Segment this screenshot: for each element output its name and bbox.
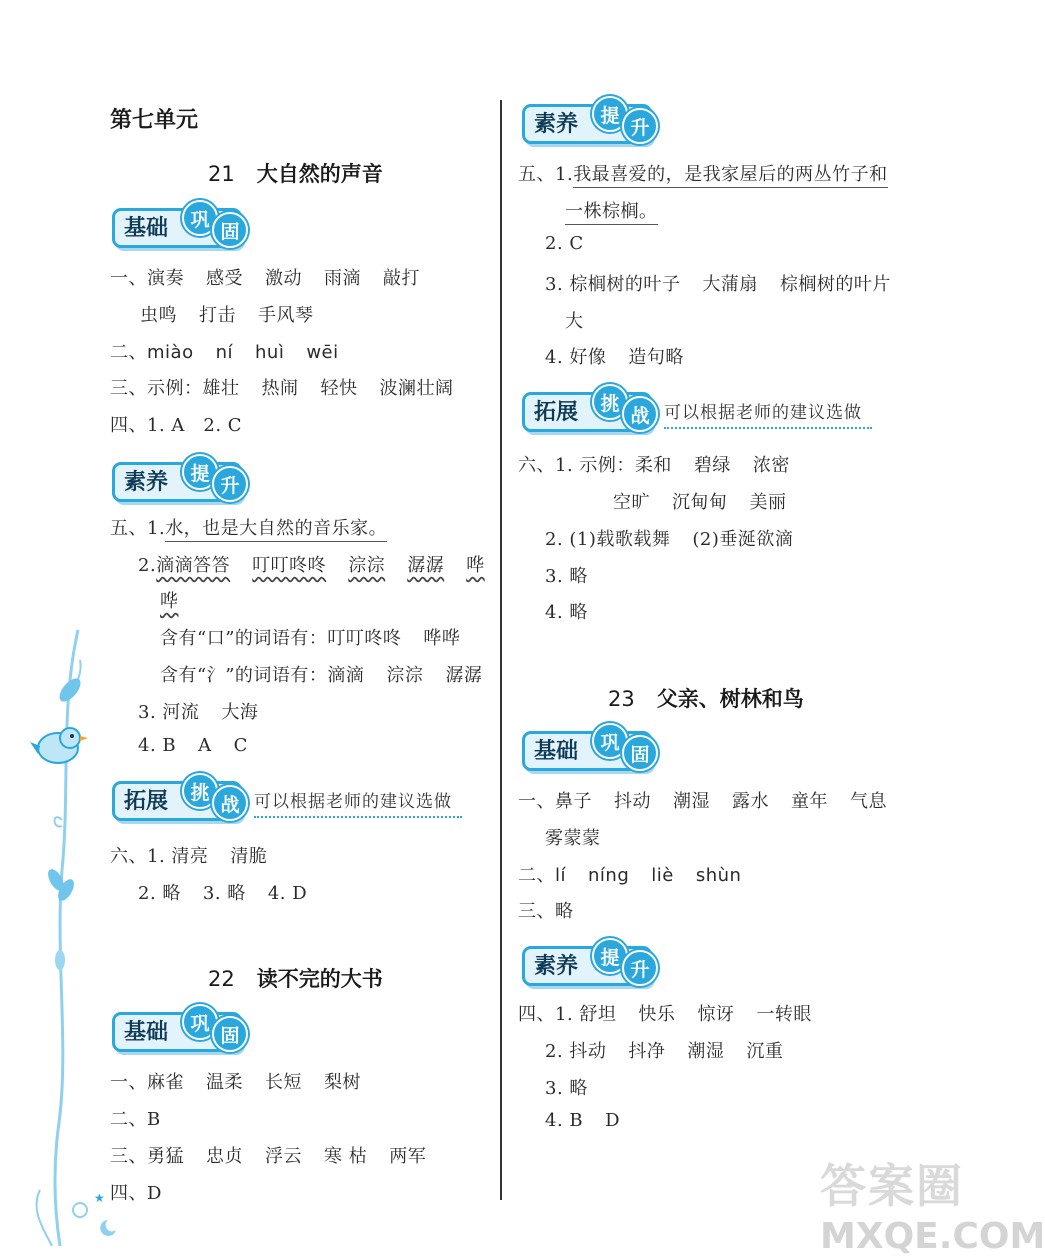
answer-line: 3. 略 bbox=[545, 566, 588, 587]
answer-line: 4. B A C bbox=[138, 735, 248, 756]
lesson-21-title: 21 大自然的声音 bbox=[208, 162, 383, 186]
answer-line: 2. 略 3. 略 4. D bbox=[138, 883, 308, 904]
unit-title: 第七单元 bbox=[110, 108, 199, 133]
answer-line: 一、鼻子 抖动 潮湿 露水 童年 气息 bbox=[518, 791, 887, 812]
answer-line: 虫鸣 打击 手风琴 bbox=[140, 305, 314, 326]
answer-line: 二、miào ní huì wēi bbox=[110, 342, 339, 363]
sun-icon bbox=[73, 1203, 87, 1217]
answer-line: 四、D bbox=[110, 1183, 162, 1204]
answer-line: 五、1.我最喜爱的，是我家屋后的两丛竹子和 bbox=[518, 160, 888, 186]
answer-line: 二、B bbox=[110, 1109, 161, 1130]
answer-line: 2. C bbox=[545, 233, 584, 254]
answer-line: 哗 bbox=[160, 591, 179, 612]
bird-icon bbox=[30, 728, 88, 763]
answer-line: 四、1. 舒坦 快乐 惊讶 一转眼 bbox=[518, 1004, 812, 1025]
star-icon: ★ bbox=[94, 1191, 105, 1205]
answer-line: 六、1. 清亮 清脆 bbox=[110, 846, 268, 867]
answer-line: 一、麻雀 温柔 长短 梨树 bbox=[110, 1072, 361, 1093]
answer-line: 3. 河流 大海 bbox=[138, 702, 259, 723]
answer-line: 三、略 bbox=[518, 901, 574, 922]
answer-line: 一株棕榈。 bbox=[565, 197, 658, 223]
answer-line: 含有“氵”的词语有：滴滴 淙淙 潺潺 bbox=[160, 665, 483, 686]
answer-line: 三、示例：雄壮 热闹 轻快 波澜壮阔 bbox=[110, 378, 454, 399]
answer-line: 二、lí níng liè shùn bbox=[518, 865, 742, 886]
badge-jichu-23: 基础 巩 固 bbox=[522, 725, 662, 771]
answer-line: 4. 略 bbox=[545, 602, 588, 623]
answer-line: 六、1. 示例：柔和 碧绿 浓密 bbox=[518, 455, 790, 476]
moon-icon bbox=[100, 1220, 116, 1236]
lesson-22-title: 22 读不完的大书 bbox=[208, 967, 383, 991]
watermark: 答案圈 MXQE.COM bbox=[820, 1159, 1045, 1257]
answer-line: 空旷 沉甸甸 美丽 bbox=[613, 492, 787, 513]
answer-line: 3. 略 bbox=[545, 1078, 588, 1099]
answer-line: 三、勇猛 忠贞 浮云 寒 枯 两军 bbox=[110, 1146, 427, 1167]
answer-line: 2.滴滴答答 叮叮咚咚 淙淙 潺潺 哗 bbox=[138, 555, 485, 576]
lesson-23-title: 23 父亲、树林和鸟 bbox=[608, 687, 804, 711]
badge-tuozhan-21: 拓展 挑 战 可以根据老师的建议选做 bbox=[112, 775, 472, 821]
answer-line: 一、演奏 感受 激动 雨滴 敲打 bbox=[110, 268, 420, 289]
badge-suyang-23: 素养 提 升 bbox=[522, 940, 662, 986]
answer-line: 四、1. A 2. C bbox=[110, 415, 243, 436]
answer-line: 3. 棕榈树的叶子 大蒲扇 棕榈树的叶片 bbox=[545, 274, 891, 295]
answer-line: 4. 好像 造句略 bbox=[545, 347, 684, 368]
badge-jichu-22: 基础 巩 固 bbox=[112, 1006, 252, 1052]
answer-line: 雾蒙蒙 bbox=[545, 828, 601, 849]
answer-line: 五、1.水，也是大自然的音乐家。 bbox=[110, 514, 387, 540]
badge-tuozhan-22: 拓展 挑 战 可以根据老师的建议选做 bbox=[522, 386, 882, 432]
column-divider bbox=[500, 100, 502, 1200]
badge-suyang-21: 素养 提 升 bbox=[112, 456, 252, 502]
badge-jichu-21: 基础 巩 固 bbox=[112, 202, 252, 248]
answer-line: 大 bbox=[565, 311, 584, 332]
answer-line: 2. (1)载歌载舞 (2)垂涎欲滴 bbox=[545, 529, 794, 550]
answer-line: 4. B D bbox=[545, 1110, 621, 1131]
answer-line: 含有“口”的词语有：叮叮咚咚 哗哗 bbox=[160, 628, 461, 649]
answer-line: 2. 抖动 抖净 潮湿 沉重 bbox=[545, 1041, 784, 1062]
badge-suyang-22: 素养 提 升 bbox=[522, 98, 662, 144]
